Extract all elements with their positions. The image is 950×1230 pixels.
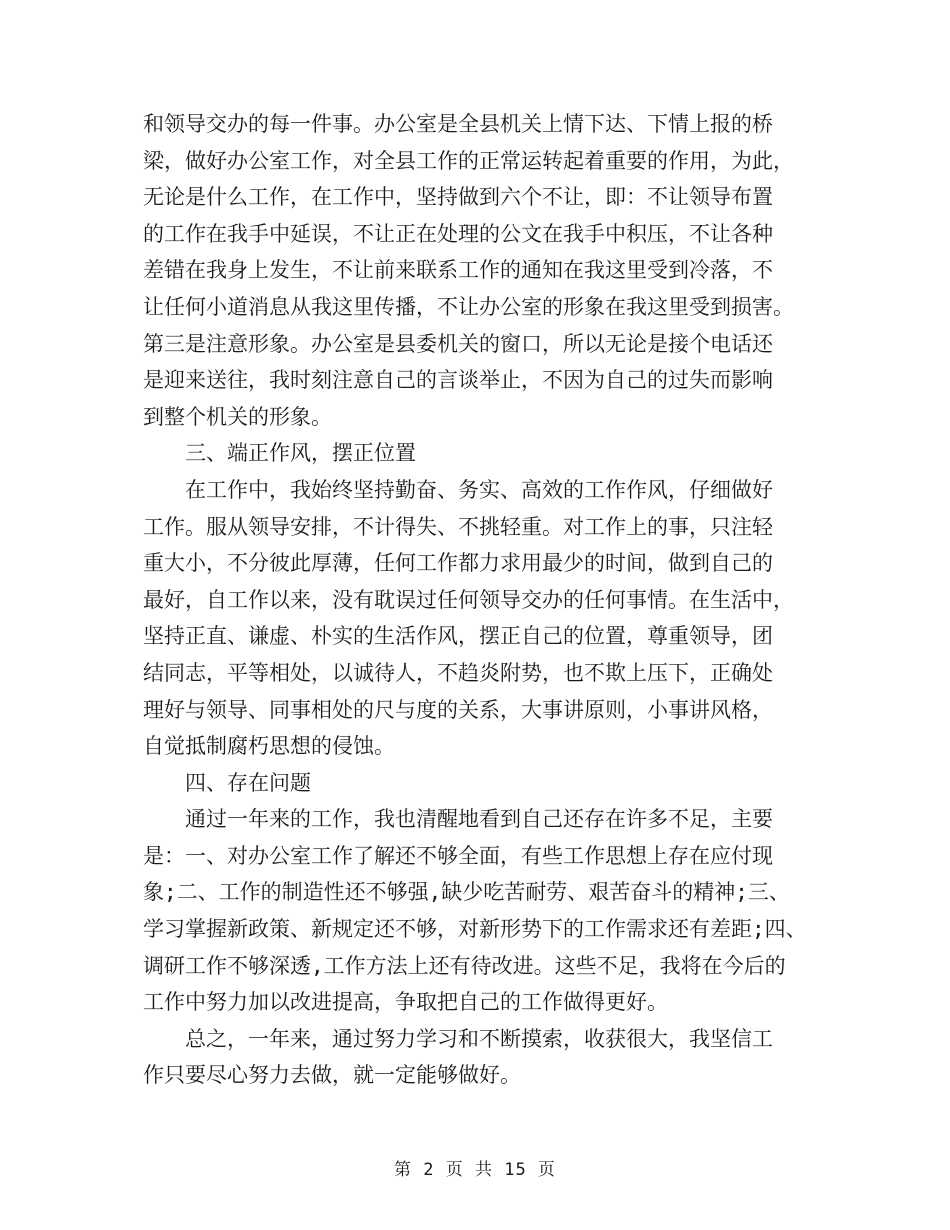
- text-line: 到整个机关的形象。: [143, 404, 332, 429]
- text-line: 理好与领导、同事相处的尺与度的关系，大事讲原则，小事讲风格，: [143, 697, 773, 722]
- text-line: 是：一、对办公室工作了解还不够全面，有些工作思想上存在应付现: [143, 843, 773, 868]
- text-line: 差错在我身上发生，不让前来联系工作的通知在我这里受到冷落，不: [143, 258, 773, 283]
- page-number-footer: 第 2 页 共 15 页: [394, 1160, 556, 1180]
- text-line: 通过一年来的工作，我也清醒地看到自己还存在许多不足，主要: [185, 807, 773, 832]
- text-line: 学习掌握新政策、新规定还不够，对新形势下的工作需求还有差距;四、: [143, 917, 807, 942]
- text-line: 最好，自工作以来，没有耽误过任何领导交办的任何事情。在生活中，: [143, 587, 794, 612]
- text-line: 结同志，平等相处，以诚待人，不趋炎附势，也不欺上压下，正确处: [143, 660, 773, 685]
- text-line: 工作。服从领导安排，不计得失、不挑轻重。对工作上的事，只注轻: [143, 514, 773, 539]
- text-line: 梁，做好办公室工作，对全县工作的正常运转起着重要的作用，为此，: [143, 148, 794, 173]
- text-line: 让任何小道消息从我这里传播，不让办公室的形象在我这里受到损害。: [143, 294, 794, 319]
- text-line: 作只要尽心努力去做，就一定能够做好。: [143, 1063, 521, 1088]
- section-heading: 四、存在问题: [185, 770, 311, 795]
- section-heading: 三、端正作风，摆正位置: [185, 441, 416, 466]
- text-line: 无论是什么工作，在工作中，坚持做到六个不让，即：不让领导布置: [143, 185, 773, 210]
- text-line: 工作中努力加以改进提高，争取把自己的工作做得更好。: [143, 990, 668, 1015]
- text-line: 和领导交办的每一件事。办公室是全县机关上情下达、下情上报的桥: [143, 112, 773, 136]
- text-line: 的工作在我手中延误，不让正在处理的公文在我手中积压，不让各种: [143, 221, 773, 246]
- text-line: 自觉抵制腐朽思想的侵蚀。: [143, 734, 395, 759]
- text-line: 坚持正直、谦虚、朴实的生活作风，摆正自己的位置，尊重领导，团: [143, 624, 773, 649]
- text-line: 重大小，不分彼此厚薄，任何工作都力求用最少的时间，做到自己的: [143, 551, 773, 576]
- text-line: 调研工作不够深透,工作方法上还有待改进。这些不足，我将在今后的: [143, 953, 786, 978]
- text-line: 象;二、工作的制造性还不够强,缺少吃苦耐劳、艰苦奋斗的精神;三、: [143, 880, 790, 905]
- text-line: 在工作中，我始终坚持勤奋、务实、高效的工作作风，仔细做好: [185, 477, 773, 502]
- text-line: 总之，一年来，通过努力学习和不断摸索，收获很大，我坚信工: [185, 1026, 773, 1051]
- text-line: 是迎来送往，我时刻注意自己的言谈举止，不因为自己的过失而影响: [143, 368, 773, 393]
- text-line: 第三是注意形象。办公室是县委机关的窗口，所以无论是接个电话还: [143, 331, 773, 356]
- document-body: [143, 106, 808, 1094]
